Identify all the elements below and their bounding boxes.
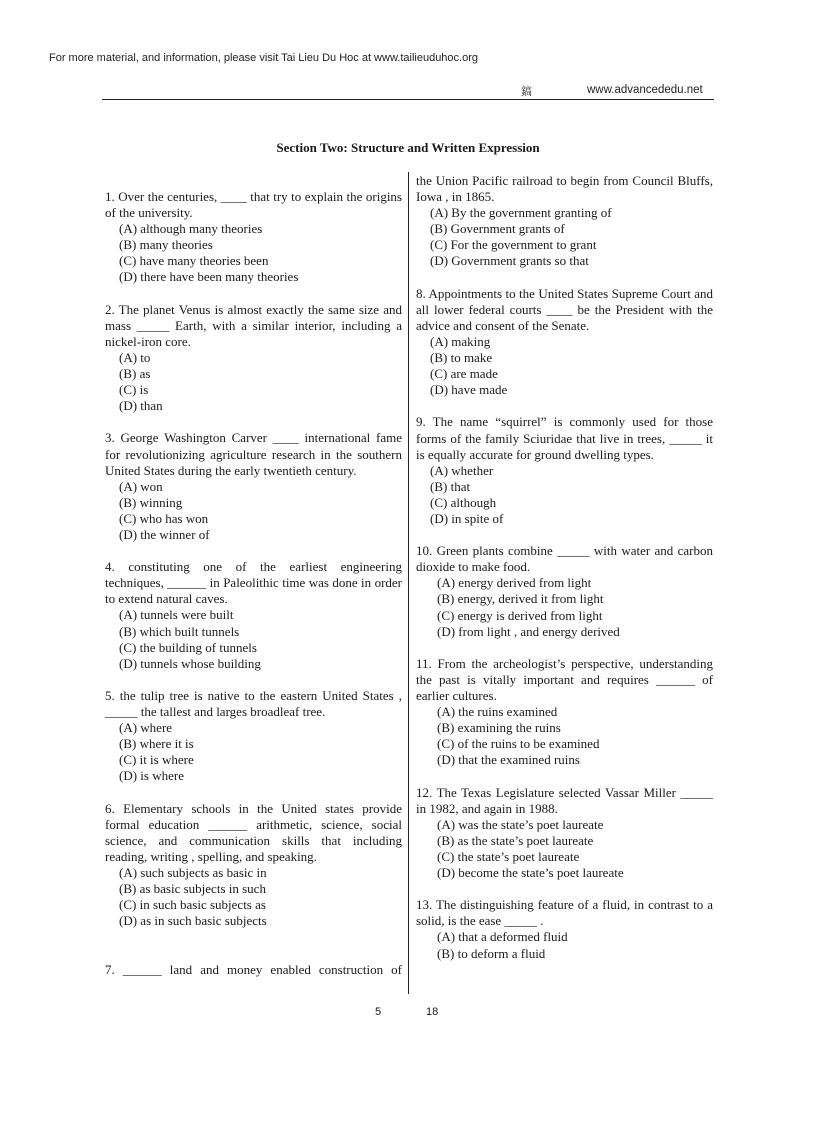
answer-option-d: (D) have made	[430, 382, 508, 398]
question-stem: 1. Over the centuries, ____ that try to explain the origins of the university.	[105, 189, 402, 221]
question-4	[105, 559, 402, 672]
answer-option-b: (B) which built tunnels	[119, 623, 240, 639]
answer-option-c: (C) of the ruins to be examined	[437, 736, 600, 752]
answer-option-a: (A) the ruins examined	[437, 704, 558, 720]
answer-option-b: (B) where it is	[119, 736, 194, 752]
answer-option-a: (A) By the government granting of	[430, 205, 612, 221]
answer-option-a: (A) tunnels were built	[119, 607, 234, 623]
answer-option-b: (B) many theories	[119, 237, 213, 253]
answer-option-b: (B) as basic subjects in such	[119, 881, 266, 897]
answer-option-c: (C) is	[119, 382, 149, 398]
question-1	[105, 189, 402, 286]
question-7-start	[105, 962, 402, 978]
answer-option-b: (B) to deform a fluid	[437, 945, 546, 961]
answer-option-d: (D) Government grants so that	[430, 253, 589, 269]
promo-text: For more material, and information, please visit Tai Lieu Du Hoc at www.tailieuduhoc.org	[49, 52, 478, 64]
question-3	[105, 430, 402, 543]
column-divider	[408, 172, 409, 994]
answer-option-a: (A) where	[119, 720, 173, 736]
question-stem: 12. The Texas Legislature selected Vassar Miller _____ in 1982, and again in 1988.	[416, 784, 713, 816]
question-8	[416, 286, 713, 399]
answer-option-d: (D) than	[119, 398, 163, 414]
answer-option-c: (C) the state’s poet laureate	[437, 848, 580, 864]
question-stem: 9. The name “squirrel” is commonly used for those forms of the family Sciuridae that live in trees, _____ it is equally accurate for ground dwelling types.	[416, 414, 713, 462]
header-rule	[102, 99, 714, 100]
answer-option-c: (C) For the government to grant	[430, 237, 597, 253]
answer-option-b: (B) examining the ruins	[437, 720, 561, 736]
answer-option-b: (B) winning	[119, 494, 183, 510]
answer-option-c: (C) have many theories been	[119, 253, 269, 269]
answer-option-a: (A) energy derived from light	[437, 575, 592, 591]
answer-option-a: (A) won	[119, 478, 163, 494]
question-stem: the Union Pacific railroad to begin from Council Bluffs, Iowa , in 1865.	[416, 173, 713, 205]
answer-option-a: (A) that a deformed fluid	[437, 929, 568, 945]
question-stem: 11. From the archeologist’s perspective, understanding the past is vitally important and requires ______ of earlier cultures.	[416, 655, 713, 703]
section-title: Section Two: Structure and Written Expression	[276, 140, 540, 155]
answer-option-c: (C) who has won	[119, 510, 209, 526]
question-12	[416, 785, 713, 882]
answer-option-b: (B) that	[430, 478, 471, 494]
answer-option-d: (D) become the state’s poet laureate	[437, 865, 624, 881]
question-7-continued	[416, 173, 713, 270]
answer-option-d: (D) tunnels whose building	[119, 655, 261, 671]
page-number-right: 18	[426, 1006, 439, 1018]
question-11	[416, 656, 713, 769]
answer-option-d: (D) that the examined ruins	[437, 752, 580, 768]
answer-option-c: (C) it is where	[119, 752, 194, 768]
question-stem: 6. Elementary schools in the United states provide formal education ______ arithmetic, science, social science, and communication skills that including reading, writing , spelling, and speaking.	[105, 800, 402, 864]
page-number-left: 5	[375, 1006, 382, 1018]
answer-option-d: (D) there have been many theories	[119, 269, 299, 285]
answer-option-d: (D) the winner of	[119, 526, 210, 542]
answer-option-a: (A) making	[430, 333, 491, 349]
answer-option-b: (B) as the state’s poet laureate	[437, 832, 594, 848]
question-13	[416, 897, 713, 961]
answer-option-b: (B) Government grants of	[430, 221, 565, 237]
answer-option-d: (D) as in such basic subjects	[119, 913, 267, 929]
answer-option-a: (A) to	[119, 349, 151, 365]
answer-option-d: (D) in spite of	[430, 510, 504, 526]
answer-option-a: (A) was the state’s poet laureate	[437, 816, 604, 832]
answer-option-d: (D) from light , and energy derived	[437, 623, 620, 639]
question-stem: 5. the tulip tree is native to the eastern United States , _____ the tallest and larges broadleaf tree.	[105, 687, 402, 719]
answer-option-b: (B) to make	[430, 350, 493, 366]
question-stem: 8. Appointments to the United States Supreme Court and all lower federal courts ____ be the President with the advice and consent of the Senate.	[416, 285, 713, 333]
question-10	[416, 543, 713, 640]
question-5	[105, 688, 402, 785]
answer-option-b: (B) energy, derived it from light	[437, 591, 604, 607]
answer-option-a: (A) whether	[430, 462, 494, 478]
question-stem: 10. Green plants combine _____ with water and carbon dioxide to make food.	[416, 543, 713, 575]
answer-option-c: (C) the building of tunnels	[119, 639, 257, 655]
question-stem: 2. The planet Venus is almost exactly the same size and mass _____ Earth, with a similar interior, including a nickel-iron core.	[105, 301, 402, 349]
question-stem: 3. George Washington Carver ____ international fame for revolutionizing agriculture research in the southern United States during the early twentieth century.	[105, 430, 402, 478]
question-stem: 4. constituting one of the earliest engineering techniques, ______ in Paleolithic time was done in order to extend natural caves.	[105, 559, 402, 607]
answer-option-c: (C) are made	[430, 366, 498, 382]
answer-option-b: (B) as	[119, 366, 151, 382]
answer-option-c: (C) energy is derived from light	[437, 607, 603, 623]
right-column	[416, 173, 713, 978]
header-glyph: 鎬	[521, 85, 532, 98]
answer-option-c: (C) although	[430, 494, 497, 510]
question-stem: 7. ______ land and money enabled construction of	[105, 961, 402, 977]
answer-option-a: (A) such subjects as basic in	[119, 864, 267, 880]
question-9	[416, 414, 713, 527]
left-column	[105, 189, 402, 994]
website-url: www.advancededu.net	[587, 84, 703, 96]
question-6	[105, 801, 402, 946]
question-stem: 13. The distinguishing feature of a fluid, in contrast to a solid, is the ease _____ .	[416, 897, 713, 929]
question-2	[105, 302, 402, 415]
answer-option-a: (A) although many theories	[119, 221, 263, 237]
answer-option-d: (D) is where	[119, 768, 184, 784]
answer-option-c: (C) in such basic subjects as	[119, 897, 266, 913]
